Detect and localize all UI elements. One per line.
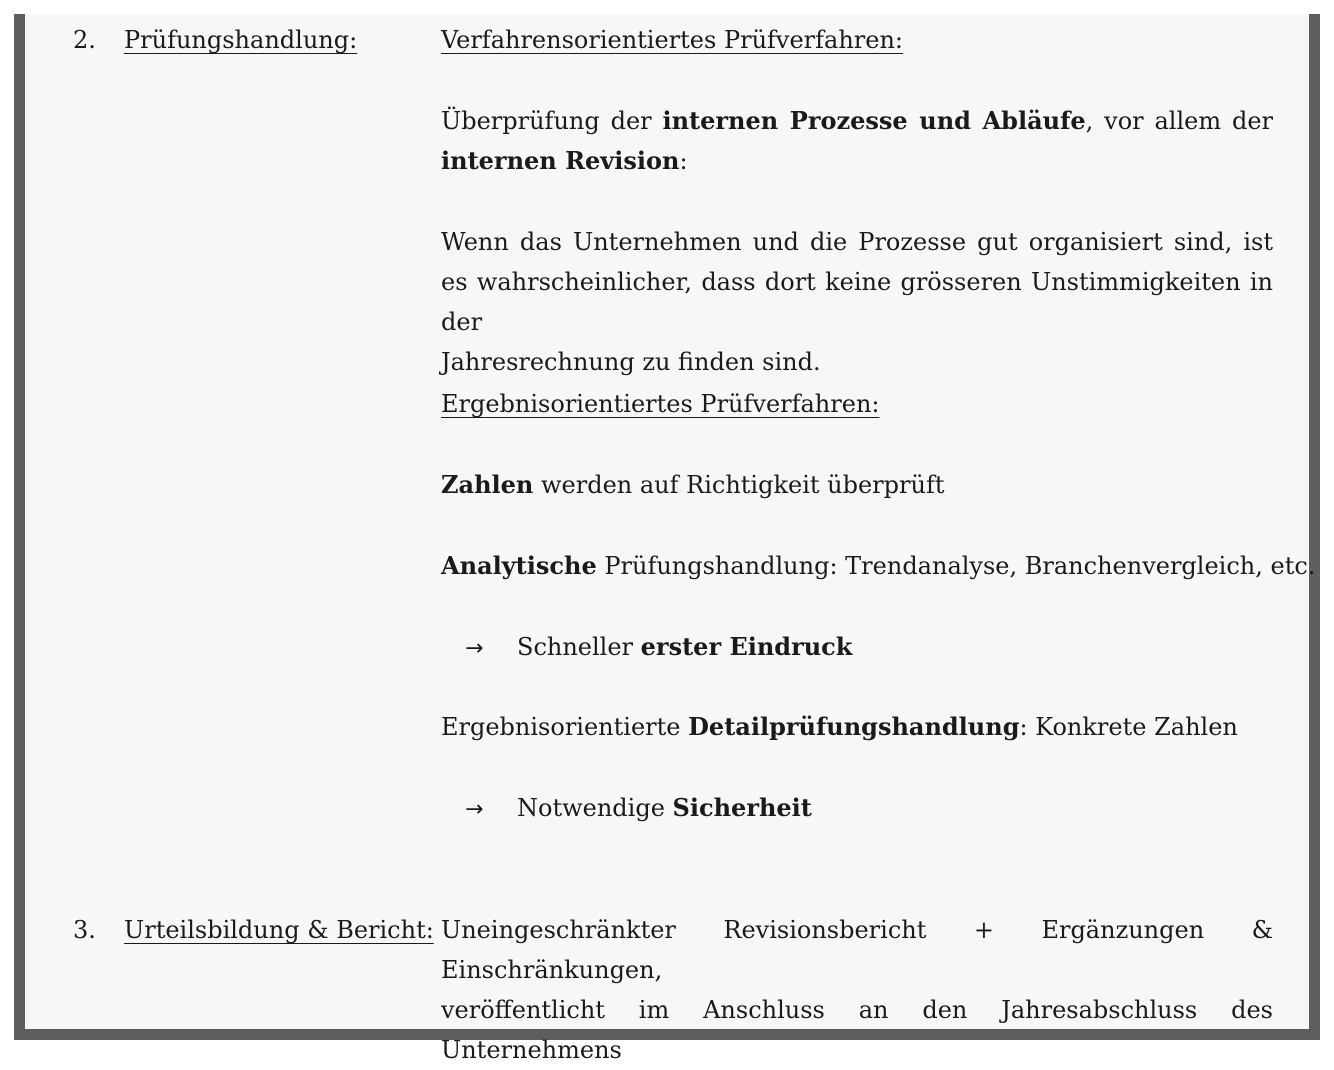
arrow-line-eindruck <box>465 627 852 669</box>
paragraph-line: Wenn das Unternehmen und die Prozesse gut organisiert sind, ist <box>441 228 1273 256</box>
item-heading-pruefungshandlung: Prüfungshandlung: <box>124 26 358 54</box>
bold-segment: Sicherheit <box>672 793 812 822</box>
right-arrow-icon: → <box>465 636 484 661</box>
arrow-line-sicherheit <box>465 788 812 830</box>
bold-segment: Detailprüfungshandlung <box>688 712 1020 741</box>
bold-segment: Zahlen <box>441 470 534 499</box>
right-arrow-icon: → <box>465 797 484 822</box>
text-segment: : <box>679 147 688 175</box>
text-segment: Prüfungshandlung: Trendanalyse, Branchenvergleich, etc. <box>596 552 1316 580</box>
zahlen-line <box>441 465 944 505</box>
paragraph-interne-prozesse <box>441 101 1273 181</box>
paragraph-organisation <box>441 222 1273 382</box>
paragraph-line: Uneingeschränkter Revisionsbericht + Ergänzungen & Einschränkungen, <box>441 916 1273 984</box>
bold-segment: Analytische <box>441 551 597 580</box>
document-page <box>14 14 1320 1064</box>
text-segment: Ergebnisorientierte <box>441 713 689 741</box>
detail-line <box>441 707 1238 747</box>
bold-segment: erster Eindruck <box>640 632 853 661</box>
analytische-line <box>441 546 1315 586</box>
text-segment: , vor allem der <box>1085 107 1274 135</box>
item-number: 2. <box>73 26 96 54</box>
text-segment: Schneller <box>517 633 641 661</box>
text-segment: Notwendige <box>517 794 673 822</box>
bold-segment: internen Revision <box>441 146 680 175</box>
ergebnis-heading: Ergebnisorientiertes Prüfverfahren: <box>441 390 880 418</box>
item-heading-urteilsbildung: Urteilsbildung & Bericht: <box>124 916 434 944</box>
item-number: 3. <box>73 916 96 944</box>
bold-segment: internen Prozesse und Abläufe <box>662 106 1086 135</box>
paragraph-line: es wahrscheinlicher, dass dort keine grösseren Unstimmigkeiten in der <box>441 268 1273 336</box>
paragraph-line: Jahresrechnung zu finden sind. <box>441 348 821 376</box>
paragraph-line: veröffentlicht im Anschluss an den Jahresabschluss des Unternehmens <box>441 996 1273 1064</box>
text-segment: werden auf Richtigkeit überprüft <box>533 471 945 499</box>
paragraph-bericht <box>441 910 1273 1070</box>
text-segment: : Konkrete Zahlen <box>1019 713 1238 741</box>
text-segment: Überprüfung der <box>441 107 663 135</box>
verfahren-heading: Verfahrensorientiertes Prüfverfahren: <box>441 26 904 54</box>
